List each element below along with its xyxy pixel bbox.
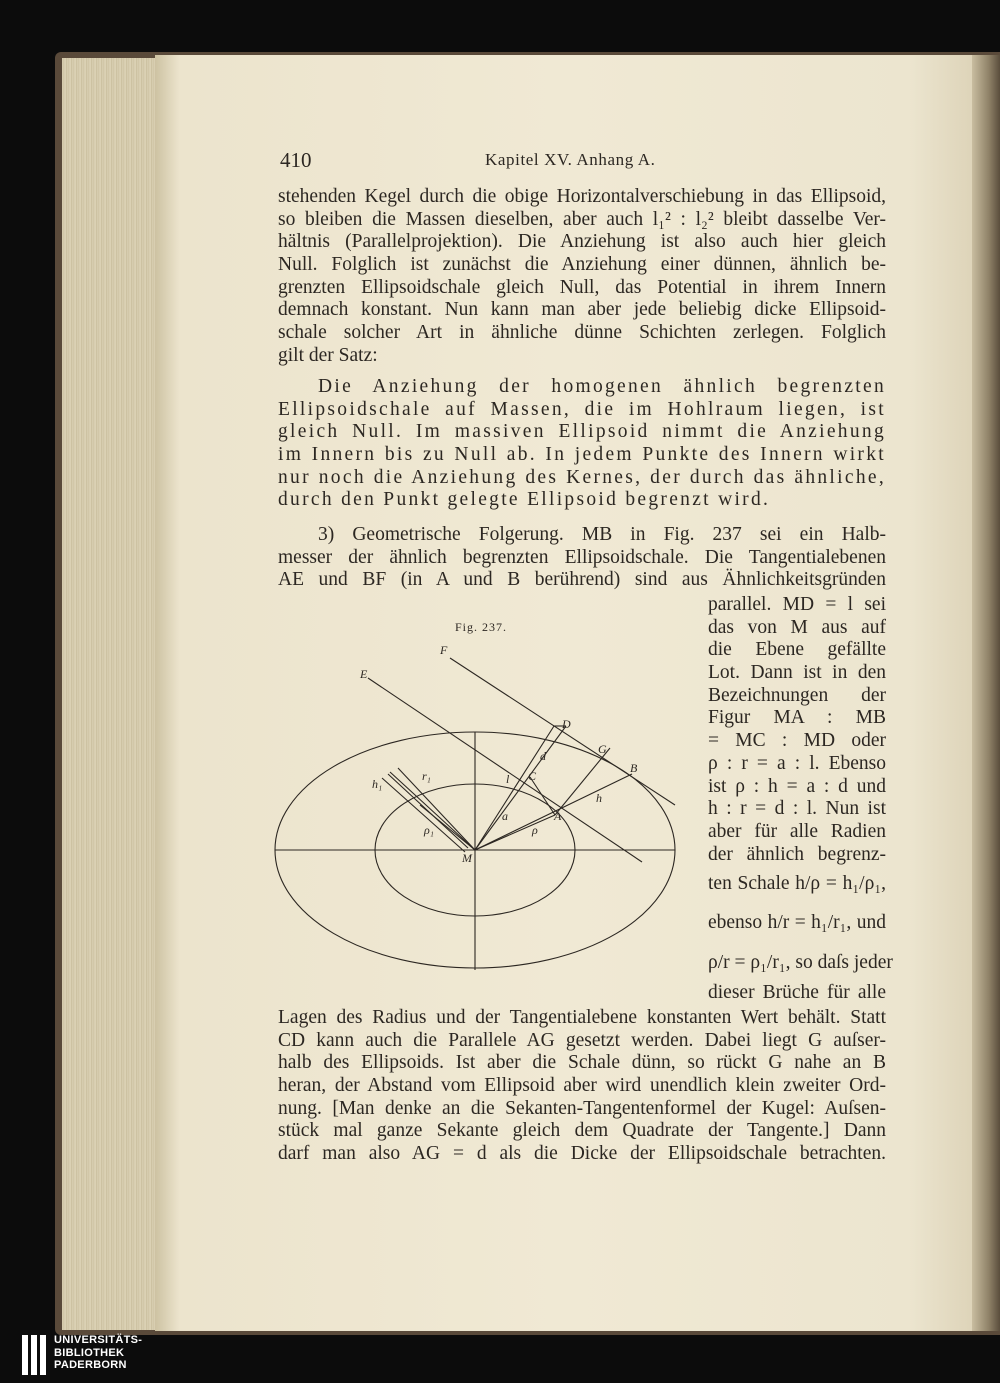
logo-line: PADERBORN xyxy=(54,1359,127,1371)
paragraph-1 xyxy=(278,186,886,368)
text-line: Ellipsoidschale auf Massen, die im Hohlraum liegen, ist xyxy=(278,398,886,420)
text-line: Figur MA : MB xyxy=(708,707,886,729)
text-line: im Innern bis zu Null ab. In jedem Punkte des Innern wirkt xyxy=(278,444,886,466)
text-line: so bleiben die Massen dieselben, aber auch l₁² : l₂² bleibt dasselbe Ver- xyxy=(278,208,886,230)
text-line: grenzten Ellipsoidschale gleich Null, das Potential in ihrem Innern xyxy=(278,276,886,298)
radius-r1-b xyxy=(398,768,475,850)
paragraph-3-head xyxy=(278,524,886,592)
page-edges xyxy=(62,58,161,1330)
tangent-ae xyxy=(368,678,642,862)
label-F: F xyxy=(440,643,448,657)
text-line: schale solcher Art in ähnliche dünne Schichten zerlegen. Folglich xyxy=(278,322,886,344)
label-E: E xyxy=(360,667,368,681)
text-line: 3) Geometrische Folgerung. MB in Fig. 237 sei ein Halb- xyxy=(318,524,886,545)
label-rho: ρ xyxy=(532,823,538,837)
text-line: heran, der Abstand vom Ellipsoid aber wird unendlich klein zweiter Ord- xyxy=(278,1075,886,1097)
text-line: Lot. Dann ist in den xyxy=(708,662,886,684)
text-line: gleich Null. Im massiven Ellipsoid nimmt die Anziehung xyxy=(278,421,886,443)
text-line: ten Schale h/ρ = h₁/ρ₁, xyxy=(708,873,886,895)
figure-caption: Fig. 237. xyxy=(455,620,508,634)
text-line: ist ρ : h = a : d und xyxy=(708,775,886,797)
book-gutter xyxy=(972,55,1000,1331)
label-h1: h₁ xyxy=(372,777,383,791)
label-l: l xyxy=(506,772,510,786)
text-line: Die Anziehung der homogenen ähnlich begrenzten xyxy=(318,376,886,397)
text-line: nung. [Man denke an die Sekanten-Tangentenformel der Kugel: Auſsen- xyxy=(278,1097,886,1119)
text-line: durch den Punkt gelegte Ellipsoid begrenzt wird. xyxy=(278,489,771,511)
text-line: dieser Brüche für alle xyxy=(708,982,886,1004)
label-a: a xyxy=(502,809,508,823)
text-line: demnach konstant. Nun kann man aber jede beliebig dicke Ellipsoid- xyxy=(278,299,886,321)
text-line: stehenden Kegel durch die obige Horizontalverschiebung in das Ellipsoid, xyxy=(278,186,886,207)
text-line: Null. Folglich ist zunächst die Anziehung einer dünnen, ähnlich be- xyxy=(278,254,886,276)
label-r1: r₁ xyxy=(422,769,431,783)
text-line: CD kann auch die Parallele AG gesetzt werden. Dabei liegt G auſser- xyxy=(278,1029,886,1051)
text-line: aber für alle Radien xyxy=(708,820,886,842)
text-line: ρ/r = ρ₁/r₁, so daſs jeder xyxy=(708,952,893,974)
text-line: stück mal ganze Sekante gleich dem Quadrate der Tangente.] Dann xyxy=(278,1120,886,1142)
text-line: der ähnlich begrenz- xyxy=(708,843,886,865)
label-G: G xyxy=(598,742,607,756)
text-line: Lagen des Radius und der Tangentialebene konstanten Wert behält. Statt xyxy=(278,1007,886,1028)
text-line: ebenso h/r = h₁/r₁, und xyxy=(708,912,886,934)
label-B: B xyxy=(630,761,638,775)
label-C: C xyxy=(528,769,537,783)
text-line: halb des Ellipsoids. Ist aber die Schale dünn, so rückt G nahe an B xyxy=(278,1052,886,1074)
text-line: Bezeichnungen der xyxy=(708,684,886,706)
running-head: Kapitel XV. Anhang A. xyxy=(485,150,656,169)
logo-line: BIBLIOTHEK xyxy=(54,1346,125,1359)
radius-r1 xyxy=(390,772,475,850)
theorem-block xyxy=(278,376,886,512)
library-logo-icon xyxy=(22,1335,50,1375)
text-line: die Ebene gefällte xyxy=(708,639,886,661)
radius-ma xyxy=(475,815,555,850)
paragraph-3-tail xyxy=(278,1007,886,1166)
logo-line: UNIVERSITÄTS- xyxy=(54,1334,143,1346)
label-h: h xyxy=(596,791,602,805)
label-M: M xyxy=(462,851,472,865)
figure-237-diagram xyxy=(270,640,690,980)
text-line: hältnis (Parallelprojektion). Die Anziehung ist also auch hier gleich xyxy=(278,231,886,253)
perpendicular-md xyxy=(475,726,566,850)
page-number: 410 xyxy=(280,148,312,172)
text-line: ρ : r = a : l. Ebenso xyxy=(708,752,886,774)
text-line: darf man also AG = d als die Dicke der Ellipsoidschale betrachten. xyxy=(278,1143,886,1165)
h1-line xyxy=(382,778,465,852)
text-line: parallel. MD = l sei xyxy=(708,594,886,615)
label-rho1: ρ₁ xyxy=(424,823,434,837)
page-header xyxy=(280,148,890,172)
label-D: D xyxy=(562,717,571,731)
text-line: messer der ähnlich begrenzten Ellipsoidschale. Die Tangentialebenen xyxy=(278,546,886,568)
library-logo-text xyxy=(54,1334,142,1372)
label-A: A xyxy=(554,809,562,823)
side-column xyxy=(708,594,893,1005)
text-line: gilt der Satz: xyxy=(278,344,378,366)
text-line: nur noch die Anziehung des Kernes, der durch das ähnliche, xyxy=(278,466,886,488)
label-d: d xyxy=(540,749,546,763)
text-line: h : r = d : l. Nun ist xyxy=(708,798,886,820)
text-line: das von M aus auf xyxy=(708,616,886,638)
text-line: = MC : MD oder xyxy=(708,730,886,752)
text-line: AE und BF (in A und B berührend) sind aus Ähnlichkeitsgründen xyxy=(278,569,886,591)
